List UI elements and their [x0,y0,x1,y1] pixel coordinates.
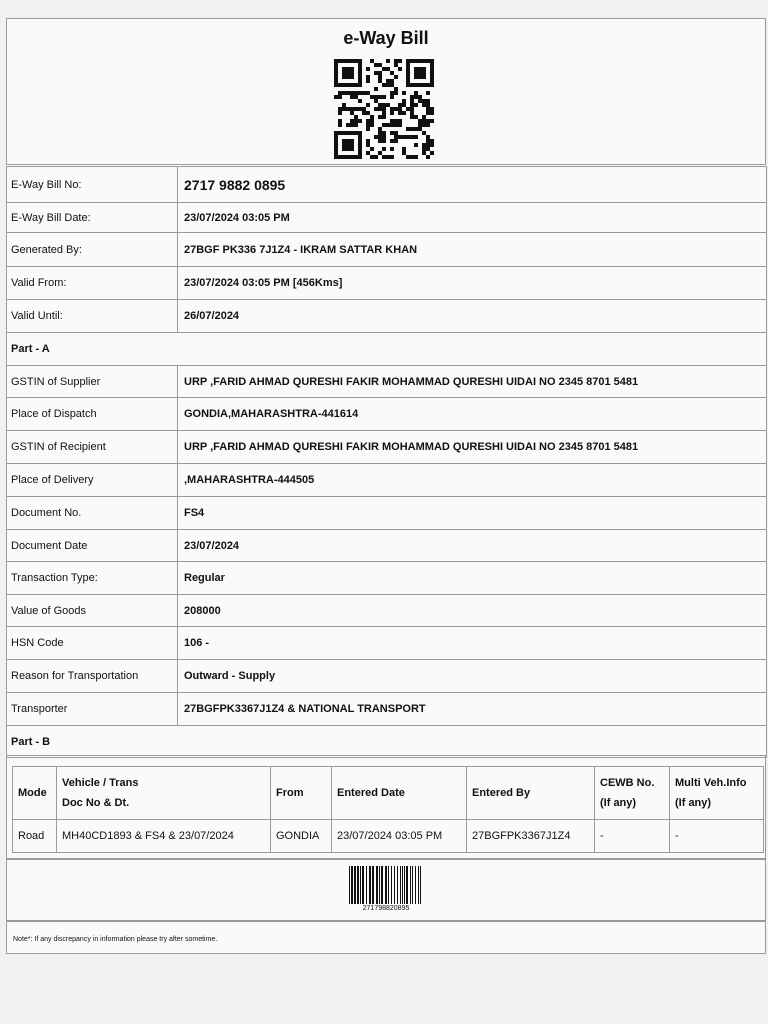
detail-value: 23/07/2024 03:05 PM [178,203,767,233]
detail-value: Outward - Supply [178,660,767,693]
detail-label: E-Way Bill Date: [7,203,178,233]
column-header [670,767,764,820]
table-cell: GONDIA [271,820,332,853]
column-header-line1: Entered Date [337,787,405,799]
detail-label: Reason for Transportation [7,660,178,693]
detail-row [7,693,767,726]
detail-row [7,595,767,627]
column-header [13,767,57,820]
detail-row [7,464,767,497]
detail-value: URP ,FARID AHMAD QURESHI FAKIR MOHAMMAD QURESHI UIDAI NO 2345 8701 5481 [178,431,767,464]
detail-label: Place of Dispatch [7,398,178,431]
column-header-line1: Multi Veh.Info [675,777,747,789]
table-cell: 27BGFPK3367J1Z4 [467,820,595,853]
column-header-line2: (If any) [675,797,712,809]
detail-row [7,398,767,431]
detail-label: Valid From: [7,267,178,300]
detail-label: Place of Delivery [7,464,178,497]
detail-value: 23/07/2024 [178,530,767,562]
section-heading: Part - A [7,333,767,366]
detail-row [7,497,767,530]
detail-label: Transporter [7,693,178,726]
detail-label: GSTIN of Supplier [7,366,178,398]
detail-label: GSTIN of Recipient [7,431,178,464]
detail-value: 208000 [178,595,767,627]
detail-label: Document Date [7,530,178,562]
column-header-line2: (If any) [600,797,637,809]
column-header [271,767,332,820]
detail-value: Regular [178,562,767,595]
table-cell: - [670,820,764,853]
column-header [57,767,271,820]
column-header-line2: Doc No & Dt. [62,797,130,809]
detail-label: Transaction Type: [7,562,178,595]
barcode-number: 271798820895 [362,905,410,912]
column-header [332,767,467,820]
detail-label: Valid Until: [7,300,178,333]
column-header-line1: CEWB No. [600,777,655,789]
detail-value: GONDIA,MAHARASHTRA-441614 [178,398,767,431]
eway-bill-sheet [6,18,766,954]
detail-label: Generated By: [7,233,178,267]
barcode-icon [349,866,421,904]
section-heading-row [7,333,767,366]
detail-value: 27BGF PK336 7J1Z4 - IKRAM SATTAR KHAN [178,233,767,267]
detail-row [7,627,767,660]
detail-value: 23/07/2024 03:05 PM [456Kms] [178,267,767,300]
detail-row [7,203,767,233]
column-header-line1: From [276,787,304,799]
header-box [6,18,766,165]
table-row [13,820,764,853]
section-heading: Part - B [7,726,767,758]
detail-row [7,233,767,267]
detail-label: E-Way Bill No: [7,167,178,203]
detail-label: HSN Code [7,627,178,660]
column-header-line1: Vehicle / Trans [62,777,139,789]
column-header-line1: Mode [18,787,47,799]
detail-row [7,300,767,333]
qr-code-icon [332,59,436,159]
detail-row [7,267,767,300]
detail-row [7,660,767,693]
details-table [6,166,767,758]
detail-label: Value of Goods [7,595,178,627]
detail-row [7,167,767,203]
detail-value: FS4 [178,497,767,530]
detail-value: 2717 9882 0895 [178,167,767,203]
part-b-header-row [13,767,764,820]
detail-value: ,MAHARASHTRA-444505 [178,464,767,497]
detail-value: URP ,FARID AHMAD QURESHI FAKIR MOHAMMAD QURESHI UIDAI NO 2345 8701 5481 [178,366,767,398]
table-cell: 23/07/2024 03:05 PM [332,820,467,853]
detail-row [7,366,767,398]
page-title: e-Way Bill [343,28,429,48]
detail-value: 27BGFPK3367J1Z4 & NATIONAL TRANSPORT [178,693,767,726]
part-b-box [6,755,766,859]
note-box [6,921,766,954]
detail-value: 26/07/2024 [178,300,767,333]
section-heading-row [7,726,767,758]
barcode-box [6,859,766,921]
detail-label: Document No. [7,497,178,530]
table-cell: - [595,820,670,853]
table-cell: Road [13,820,57,853]
column-header-line1: Entered By [472,787,531,799]
part-b-table [12,766,764,853]
detail-row [7,562,767,595]
column-header [595,767,670,820]
detail-row [7,530,767,562]
detail-row [7,431,767,464]
note-text: Note*: If any discrepancy in information please try after sometime. [13,936,218,943]
table-cell: MH40CD1893 & FS4 & 23/07/2024 [57,820,271,853]
column-header [467,767,595,820]
detail-value: 106 - [178,627,767,660]
